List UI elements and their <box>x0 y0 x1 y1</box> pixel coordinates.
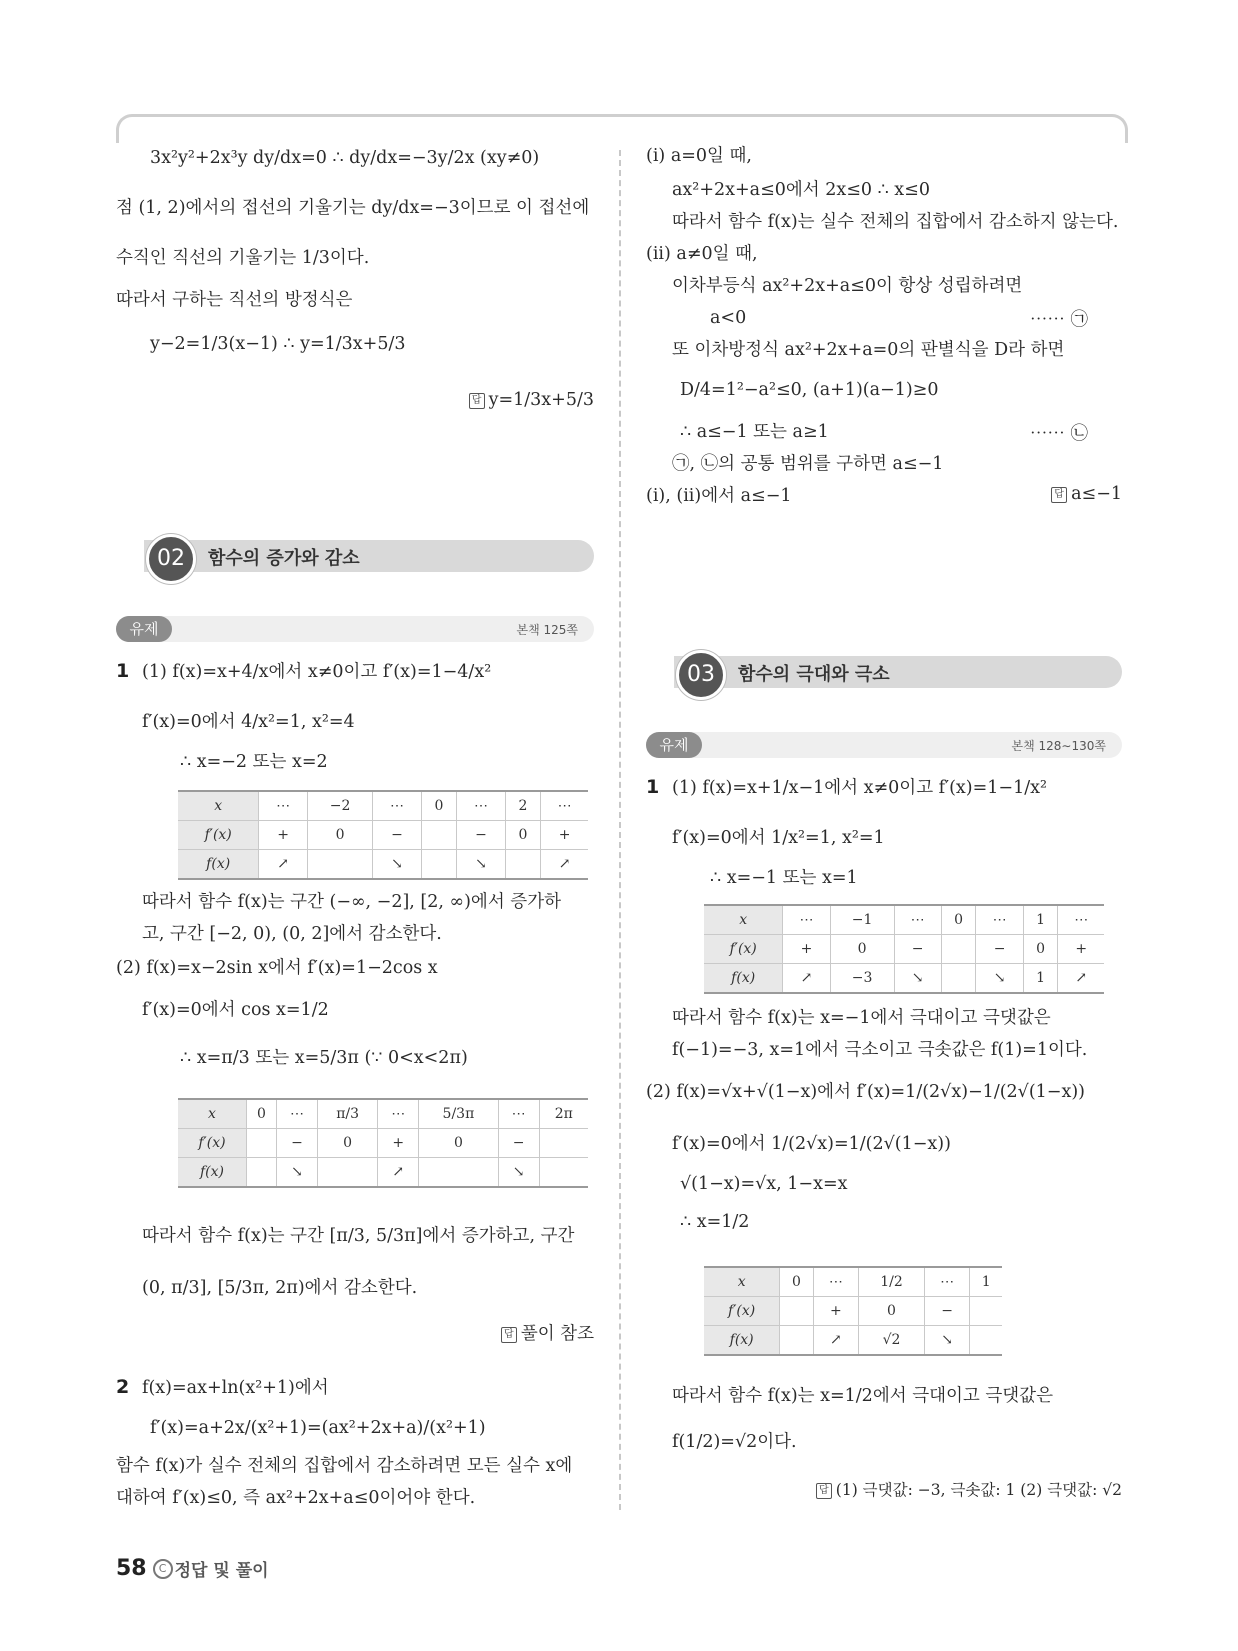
table-cell: − <box>498 1129 539 1158</box>
section-number: 03 <box>676 650 726 700</box>
condition-mark: ⋯⋯ ㉠ <box>1029 310 1088 330</box>
sign-table <box>178 790 588 880</box>
text-line: f′(x)=0에서 1/(2√x)=1/(2√(1−x)) <box>672 1134 951 1154</box>
table-cell <box>246 1129 276 1158</box>
table-cell: 1 <box>970 1267 1002 1297</box>
table-cell <box>419 1158 498 1188</box>
table-cell: ⋯ <box>373 791 421 821</box>
table-cell <box>539 1129 588 1158</box>
text-line: 따라서 함수 f(x)는 x=−1에서 극대이고 극댓값은 <box>672 1008 1051 1028</box>
exercise-bar <box>116 616 594 642</box>
table-cell: + <box>259 821 307 850</box>
page-frame <box>116 114 1128 143</box>
table-cell: ↘ <box>924 1326 969 1356</box>
section-header <box>116 536 594 576</box>
column-divider <box>619 150 621 1510</box>
table-cell: ↘ <box>976 964 1023 994</box>
table-cell: − <box>457 821 505 850</box>
table-cell: ↗ <box>813 1326 858 1356</box>
text-line: ㉠, ㉡의 공통 범위를 구하면 a≤−1 <box>672 454 944 474</box>
table-cell: ↘ <box>373 850 421 880</box>
section-header <box>646 652 1122 692</box>
table-cell: ⋯ <box>541 791 588 821</box>
text-line: f(−1)=−3, x=1에서 극소이고 극솟값은 f(1)=1이다. <box>672 1040 1088 1060</box>
table-cell: ⋯ <box>976 905 1023 935</box>
answer: 답 y=1/3x+5/3 <box>469 390 594 410</box>
table-cell: ↗ <box>1058 964 1104 994</box>
table-cell: 2 <box>505 791 541 821</box>
exercise-bar <box>646 732 1122 758</box>
table-cell <box>318 1158 378 1188</box>
table-cell: f′(x) <box>178 821 259 850</box>
table-row <box>178 850 588 880</box>
table-cell <box>539 1158 588 1188</box>
table-cell: 0 <box>419 1129 498 1158</box>
table-cell: ↘ <box>894 964 941 994</box>
table-cell: √2 <box>859 1326 925 1356</box>
table-cell: x <box>704 905 783 935</box>
table-cell: 2π <box>539 1099 588 1129</box>
answer-icon: 답 <box>469 393 485 409</box>
exercise-tag: 유제 <box>646 732 702 758</box>
text-line: f(x)=ax+ln(x²+1)에서 <box>142 1378 329 1398</box>
table-cell: ⋯ <box>813 1267 858 1297</box>
text-line: 따라서 함수 f(x)는 구간 (−∞, −2], [2, ∞)에서 증가하 <box>142 892 562 912</box>
text-line: D/4=1²−a²≤0, (a+1)(a−1)≥0 <box>680 380 939 400</box>
text-line: y−2=1/3(x−1) ∴ y=1/3x+5/3 <box>150 334 406 354</box>
text-line: a<0 <box>710 308 747 328</box>
text-line: (2) f(x)=√x+√(1−x)에서 f′(x)=1/(2√x)−1/(2√(1−x)) <box>646 1082 1085 1102</box>
table-row <box>704 935 1104 964</box>
text-line: 따라서 함수 f(x)는 구간 [π/3, 5/3π]에서 증가하고, 구간 <box>142 1226 575 1246</box>
section-number: 02 <box>146 534 196 584</box>
exercise-tag: 유제 <box>116 616 172 642</box>
text-line: 3x²y²+2x³y dy/dx=0 ∴ dy/dx=−3y/2x (xy≠0) <box>150 148 540 168</box>
table-cell: 1 <box>1023 905 1058 935</box>
table-cell: − <box>277 1129 318 1158</box>
table-row <box>704 1326 1002 1356</box>
table-cell: ⋯ <box>783 905 830 935</box>
text-line: 또 이차방정식 ax²+2x+a=0의 판별식을 D라 하면 <box>672 340 1065 360</box>
condition-mark: ⋯⋯ ㉡ <box>1029 424 1088 444</box>
table-cell: − <box>976 935 1023 964</box>
problem-number: 1 <box>646 776 660 798</box>
table-cell: − <box>373 821 421 850</box>
table-cell: 0 <box>941 905 976 935</box>
answer: 답 (1) 극댓값: −3, 극솟값: 1 (2) 극댓값: √2 <box>816 1478 1122 1500</box>
text-line: ∴ x=1/2 <box>680 1212 750 1232</box>
table-cell: −1 <box>830 905 894 935</box>
table-cell: 0 <box>830 935 894 964</box>
table-cell: ↘ <box>457 850 505 880</box>
table-cell: − <box>924 1297 969 1326</box>
table-cell: ↘ <box>277 1158 318 1188</box>
book-title: 정답 및 풀이 <box>174 1561 269 1581</box>
table-cell: + <box>1058 935 1104 964</box>
text-line: 이차부등식 ax²+2x+a≤0이 항상 성립하려면 <box>672 276 1023 296</box>
table-cell: 1/2 <box>859 1267 925 1297</box>
table-cell <box>307 850 372 880</box>
table-cell: ⋯ <box>277 1099 318 1129</box>
text-line: f′(x)=a+2x/(x²+1)=(ax²+2x+a)/(x²+1) <box>150 1418 486 1438</box>
table-cell: 0 <box>307 821 372 850</box>
section-title: 함수의 극대와 극소 <box>738 664 890 685</box>
problem-number: 2 <box>116 1376 130 1398</box>
table-cell <box>970 1297 1002 1326</box>
table-cell: ⋯ <box>259 791 307 821</box>
table-cell: f(x) <box>704 1326 780 1356</box>
text-line: f(1/2)=√2이다. <box>672 1432 797 1452</box>
table-cell <box>246 1158 276 1188</box>
table-row <box>704 1297 1002 1326</box>
table-cell: ↘ <box>498 1158 539 1188</box>
table-row <box>178 1129 588 1158</box>
answer: 답 풀이 참조 <box>501 1320 594 1345</box>
text-line: f′(x)=0에서 1/x²=1, x²=1 <box>672 828 885 848</box>
text-line: f′(x)=0에서 4/x²=1, x²=4 <box>142 712 355 732</box>
text-line: (1) f(x)=x+4/x에서 x≠0이고 f′(x)=1−4/x² <box>142 662 492 682</box>
text-line: 고, 구간 [−2, 0), (0, 2]에서 감소한다. <box>142 924 442 944</box>
table-cell: ↗ <box>259 850 307 880</box>
table-cell: 0 <box>318 1129 378 1158</box>
table-cell: 0 <box>505 821 541 850</box>
text-line: f′(x)=0에서 cos x=1/2 <box>142 1000 329 1020</box>
text-line: (1) f(x)=x+1/x−1에서 x≠0이고 f′(x)=1−1/x² <box>672 778 1048 798</box>
text-line: (ii) a≠0일 때, <box>646 244 758 264</box>
book-logo-icon: C <box>153 1559 173 1579</box>
table-cell: f(x) <box>178 850 259 880</box>
table-cell: ⋯ <box>378 1099 419 1129</box>
table-cell <box>941 935 976 964</box>
text-line: ∴ x=−1 또는 x=1 <box>710 868 858 888</box>
table-cell: 1 <box>1023 964 1058 994</box>
table-cell: f′(x) <box>178 1129 246 1158</box>
table-cell: + <box>813 1297 858 1326</box>
table-cell <box>421 821 457 850</box>
table-cell: ↗ <box>378 1158 419 1188</box>
table-cell <box>505 850 541 880</box>
table-cell: 0 <box>1023 935 1058 964</box>
text-line: (i), (ii)에서 a≤−1 <box>646 486 792 506</box>
table-cell: 0 <box>246 1099 276 1129</box>
text-line: 따라서 함수 f(x)는 실수 전체의 집합에서 감소하지 않는다. <box>672 212 1119 232</box>
table-cell: ⋯ <box>498 1099 539 1129</box>
answer-icon: 답 <box>501 1327 517 1343</box>
table-cell: f′(x) <box>704 1297 780 1326</box>
table-row <box>178 791 588 821</box>
answer-icon: 답 <box>1051 487 1067 503</box>
table-cell: π/3 <box>318 1099 378 1129</box>
table-cell: + <box>541 821 588 850</box>
table-cell <box>941 964 976 994</box>
table-cell: x <box>178 1099 246 1129</box>
table-cell: 0 <box>780 1267 813 1297</box>
table-cell: f′(x) <box>704 935 783 964</box>
table-row <box>178 1158 588 1188</box>
sign-table <box>178 1098 588 1188</box>
page-footer <box>116 1556 269 1581</box>
table-row <box>704 905 1104 935</box>
text-line: 함수 f(x)가 실수 전체의 집합에서 감소하려면 모든 실수 x에 <box>116 1456 573 1476</box>
text-line: ∴ x=π/3 또는 x=5/3π (∵ 0<x<2π) <box>180 1048 468 1068</box>
text-line: (i) a=0일 때, <box>646 146 752 166</box>
table-row <box>178 1099 588 1129</box>
text-line: 따라서 구하는 직선의 방정식은 <box>116 290 353 310</box>
table-cell: 5/3π <box>419 1099 498 1129</box>
table-cell: ⋯ <box>1058 905 1104 935</box>
table-cell <box>780 1326 813 1356</box>
sign-table <box>704 904 1104 994</box>
table-cell: −3 <box>830 964 894 994</box>
table-cell: x <box>704 1267 780 1297</box>
text-line: 대하여 f′(x)≤0, 즉 ax²+2x+a≤0이어야 한다. <box>116 1488 476 1508</box>
text-line: 수직인 직선의 기울기는 1/3이다. <box>116 248 370 268</box>
table-cell: f(x) <box>704 964 783 994</box>
text-line: ∴ a≤−1 또는 a≥1 <box>680 422 829 442</box>
table-cell: ⋯ <box>457 791 505 821</box>
text-line: ax²+2x+a≤0에서 2x≤0 ∴ x≤0 <box>672 180 930 200</box>
table-cell: −2 <box>307 791 372 821</box>
table-cell: + <box>378 1129 419 1158</box>
text-line: ∴ x=−2 또는 x=2 <box>180 752 328 772</box>
problem-number: 1 <box>116 660 130 682</box>
answer-icon: 답 <box>816 1483 832 1499</box>
page-number: 58 <box>116 1556 147 1581</box>
table-row <box>704 1267 1002 1297</box>
table-cell: f(x) <box>178 1158 246 1188</box>
text-line: 따라서 함수 f(x)는 x=1/2에서 극대이고 극댓값은 <box>672 1386 1053 1406</box>
table-cell: ⋯ <box>924 1267 969 1297</box>
text-line: 점 (1, 2)에서의 접선의 기울기는 dy/dx=−3이므로 이 접선에 <box>116 198 590 218</box>
table-row <box>178 821 588 850</box>
table-cell: ↗ <box>541 850 588 880</box>
table-cell <box>780 1297 813 1326</box>
table-cell: − <box>894 935 941 964</box>
text-line: √(1−x)=√x, 1−x=x <box>680 1174 848 1194</box>
book-reference: 본책 128∼130쪽 <box>1011 739 1106 753</box>
table-cell: ⋯ <box>894 905 941 935</box>
text-line: (0, π/3], [5/3π, 2π)에서 감소한다. <box>142 1278 418 1298</box>
section-title: 함수의 증가와 감소 <box>208 548 360 569</box>
sign-table <box>704 1266 1002 1356</box>
table-cell: + <box>783 935 830 964</box>
table-cell <box>970 1326 1002 1356</box>
table-cell <box>421 850 457 880</box>
table-cell: ↗ <box>783 964 830 994</box>
text-line: (2) f(x)=x−2sin x에서 f′(x)=1−2cos x <box>116 958 438 978</box>
table-cell: 0 <box>421 791 457 821</box>
answer: 답 a≤−1 <box>1051 484 1122 504</box>
table-cell: x <box>178 791 259 821</box>
book-reference: 본책 125쪽 <box>516 623 578 637</box>
table-row <box>704 964 1104 994</box>
table-cell: 0 <box>859 1297 925 1326</box>
